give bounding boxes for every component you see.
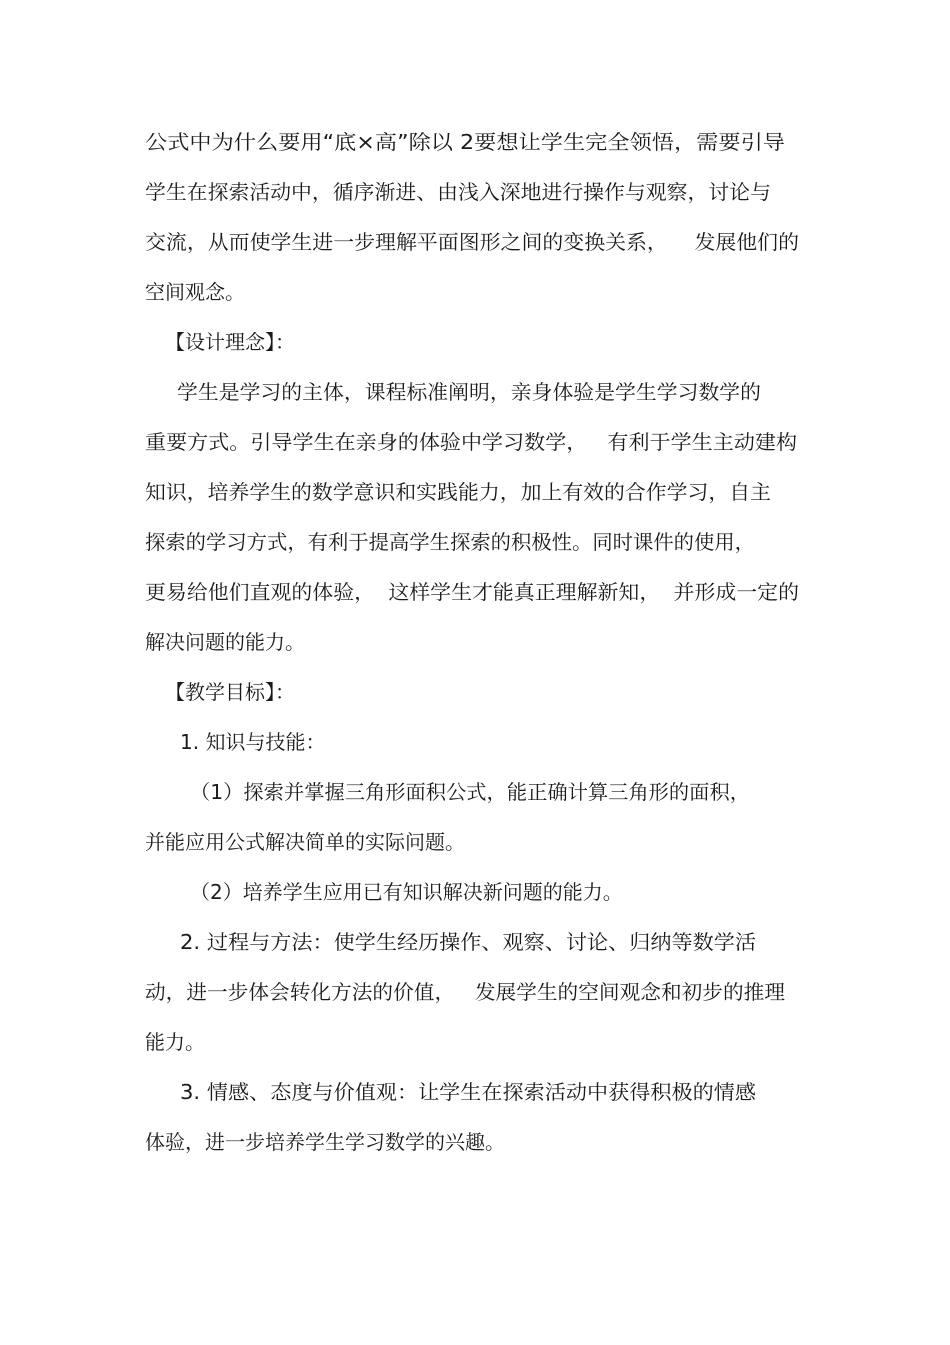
text-line: 公式中为什么要用“底×高”除以 2要想让学生完全领悟，需要引导	[145, 130, 785, 154]
text-line: 交流，从而使学生进一步理解平面图形之间的变换关系， 发展他们的	[145, 230, 800, 254]
text-line: （1）探索并掌握三角形面积公式，能正确计算三角形的面积，	[190, 780, 750, 804]
text-line: 解决问题的能力。	[145, 630, 305, 654]
text-line: 能力。	[145, 1030, 205, 1054]
text-line: 学生是学习的主体，课程标准阐明，亲身体验是学生学习数学的	[177, 380, 762, 404]
text-line: 探索的学习方式，有利于提高学生探索的积极性。同时课件的使用，	[145, 530, 756, 554]
section-heading-design: 【设计理念】：	[165, 330, 295, 354]
text-line: 体验，进一步培养学生学习数学的兴趣。	[145, 1130, 505, 1154]
list-item-heading: 3. 情感、态度与价值观：让学生在探索活动中获得积极的情感	[180, 1080, 756, 1104]
text-line: 重要方式。引导学生在亲身的体验中学习数学， 有利于学生主动建构	[145, 430, 798, 454]
text-line: 学生在探索活动中，循序渐进、由浅入深地进行操作与观察，讨论与	[145, 180, 771, 204]
text-line: 知识，培养学生的数学意识和实践能力，加上有效的合作学习，自主	[145, 480, 771, 504]
section-heading-objectives: 【教学目标】：	[165, 680, 295, 704]
text-line: （2）培养学生应用已有知识解决新问题的能力。	[190, 880, 623, 904]
text-line: 空间观念。	[145, 280, 245, 304]
list-item-heading: 1. 知识与技能：	[180, 730, 326, 754]
text-line: 并能应用公式解决简单的实际问题。	[145, 830, 465, 854]
text-line: 更易给他们直观的体验， 这样学生才能真正理解新知， 并形成一定的	[145, 580, 800, 604]
list-item-heading: 2. 过程与方法：使学生经历操作、观察、讨论、归纳等数学活	[180, 930, 756, 954]
text-line: 动，进一步体会转化方法的价值， 发展学生的空间观念和初步的推理	[145, 980, 786, 1004]
